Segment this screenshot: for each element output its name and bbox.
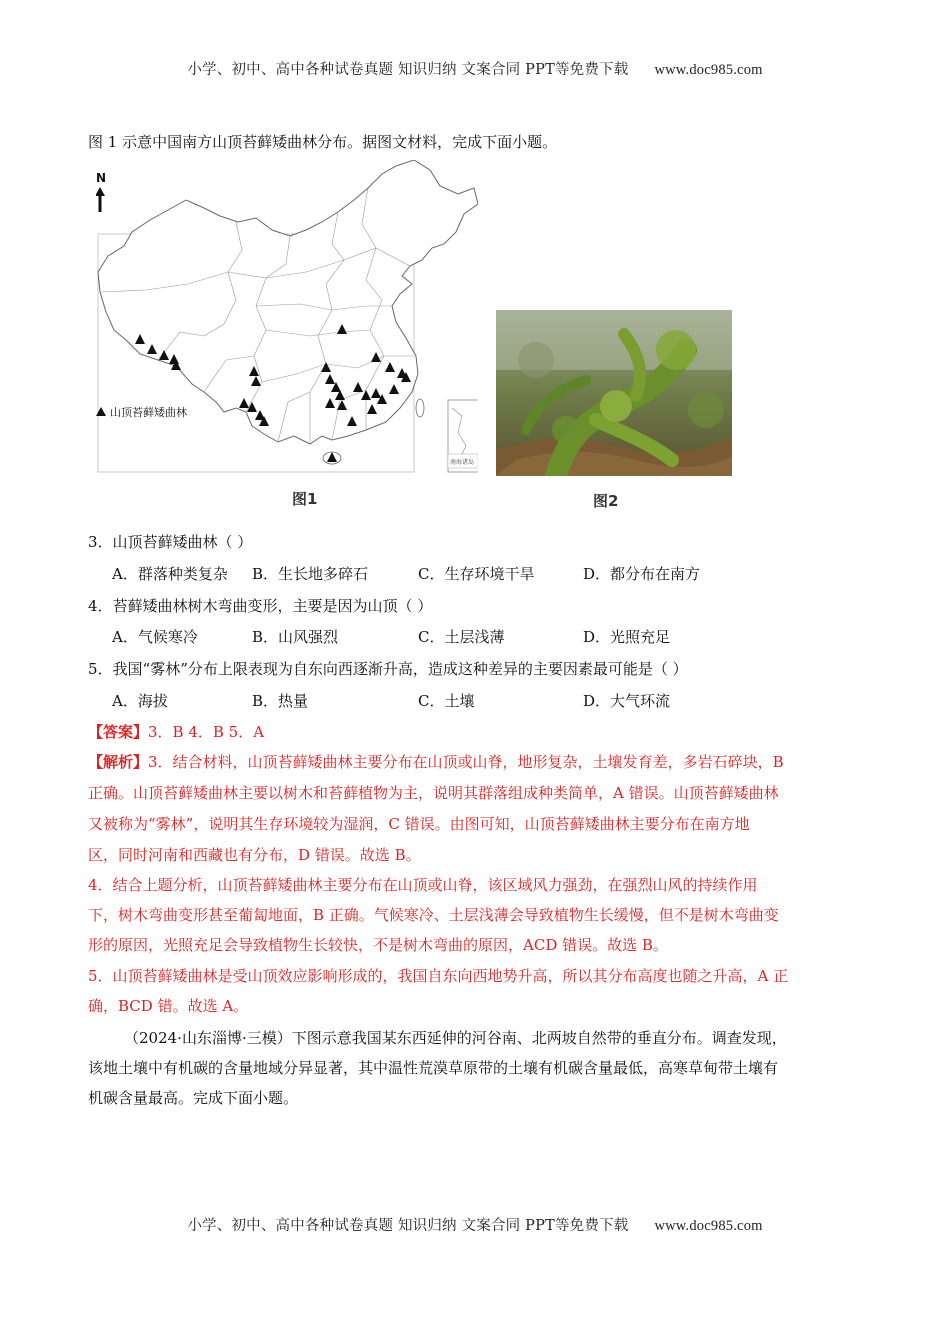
q4-option-b: B．山风强烈 [252, 628, 339, 646]
figure2-caption: 图2 [593, 492, 619, 510]
q5-option-a: A．海拔 [112, 692, 168, 710]
analysis-line-5: 4．结合上题分析，山顶苔藓矮曲林主要分布在山顶或山脊，该区域风力强劲，在强烈山风的持续作用 [88, 876, 758, 894]
page-header [0, 58, 950, 79]
legend-label: 山顶苔藓矮曲林 [110, 406, 187, 419]
figure1-caption: 图1 [292, 490, 318, 508]
q3-option-a: A．群落种类复杂 [112, 565, 228, 583]
q5-option-c: C．土壤 [418, 692, 475, 710]
analysis-line-7: 形的原因，光照充足会导致植物生长较快，不是树木弯曲的原因，ACD 错误。故选 B。 [88, 936, 668, 954]
analysis-line-9: 确，BCD 错。故选 A。 [88, 997, 249, 1015]
analysis-label: 【解析】 [88, 753, 149, 771]
q3-option-b: B．生长地多碎石 [252, 565, 369, 583]
analysis-line-3: 又被称为“雾林”，说明其生存环境较为湿润，C 错误。由图可知，山顶苔藓矮曲林主要分布在南方地 [88, 815, 750, 833]
q4-option-c: C．土层浅薄 [418, 628, 505, 646]
answer-line [88, 722, 868, 742]
taiwan-island [416, 399, 424, 417]
header-url[interactable]: www.doc985.com [654, 62, 763, 78]
q4-option-a: A．气候寒冷 [112, 628, 198, 646]
china-map-figure [96, 160, 478, 474]
analysis-line-6: 下，树木弯曲变形甚至葡匐地面，B 正确。气候寒冷、土层浅薄会导致植物生长缓慢，但不是树木弯曲变 [88, 906, 779, 924]
answer-text: 3．B 4．B 5．A [148, 723, 265, 741]
next-passage-line-1: （2024·山东淄博·三模）下图示意我国某东西延伸的河谷南、北两坡自然带的垂直分布。调查发现， [124, 1029, 787, 1047]
footer-text: 小学、初中、高中各种试卷真题 知识归纳 文案合同 PPT等免费下载 [187, 1218, 629, 1234]
q3-option-c: C．生存环境干旱 [418, 565, 535, 583]
answer-label: 【答案】 [88, 723, 149, 741]
q4-option-d: D．光照充足 [583, 628, 671, 646]
q5-option-d: D．大气环流 [583, 692, 671, 710]
legend-triangle-icon [96, 407, 106, 416]
north-arrowhead-icon [96, 187, 105, 196]
footer-url[interactable]: www.doc985.com [654, 1218, 763, 1234]
china-map [96, 160, 478, 474]
next-passage-line-2: 该地土壤中有机碳的含量地域分异显著，其中温性荒漠草原带的土壤有机碳含量最低，高寒草甸带土壤有 [88, 1059, 779, 1077]
intro-text: 图 1 示意中国南方山顶苔藓矮曲林分布。据图文材料，完成下面小题。 [88, 133, 558, 151]
q3-stem: 3．山顶苔藓矮曲林（ ） [88, 533, 253, 551]
header-text: 小学、初中、高中各种试卷真题 知识归纳 文案合同 PPT等免费下载 [187, 62, 629, 78]
north-label: N [96, 171, 107, 185]
moss-forest-image [496, 310, 732, 476]
analysis-line-1 [88, 752, 868, 772]
q3-option-d: D．都分布在南方 [583, 565, 701, 583]
inset-label: 南海诸岛 [450, 459, 475, 466]
analysis-line-8: 5．山顶苔藓矮曲林是受山顶效应影响形成的，我国自东向西地势升高，所以其分布高度也随之升高，A 正 [88, 967, 789, 985]
analysis-text-1: 3．结合材料，山顶苔藓矮曲林主要分布在山顶或山脊，地形复杂，土壤发育差，多岩石碎块，B [148, 753, 784, 771]
analysis-line-4: 区，同时河南和西藏也有分布，D 错误。故选 B。 [88, 846, 421, 864]
q4-stem: 4．苔藓矮曲林树木弯曲变形，主要是因为山顶（ ） [88, 597, 433, 615]
next-passage-line-3: 机碳含量最高。完成下面小题。 [88, 1089, 299, 1107]
q5-stem: 5．我国“雾林”分布上限表现为自东向西逐渐升高，造成这种差异的主要因素最可能是（ ） [88, 660, 688, 678]
page-footer [0, 1214, 950, 1235]
q5-option-b: B．热量 [252, 692, 309, 710]
moss-forest-photo [496, 310, 732, 476]
analysis-line-2: 正确。山顶苔藓矮曲林主要以树木和苔藓植物为主，说明其群落组成种类简单，A 错误。山顶苔藓矮曲林 [88, 784, 779, 802]
